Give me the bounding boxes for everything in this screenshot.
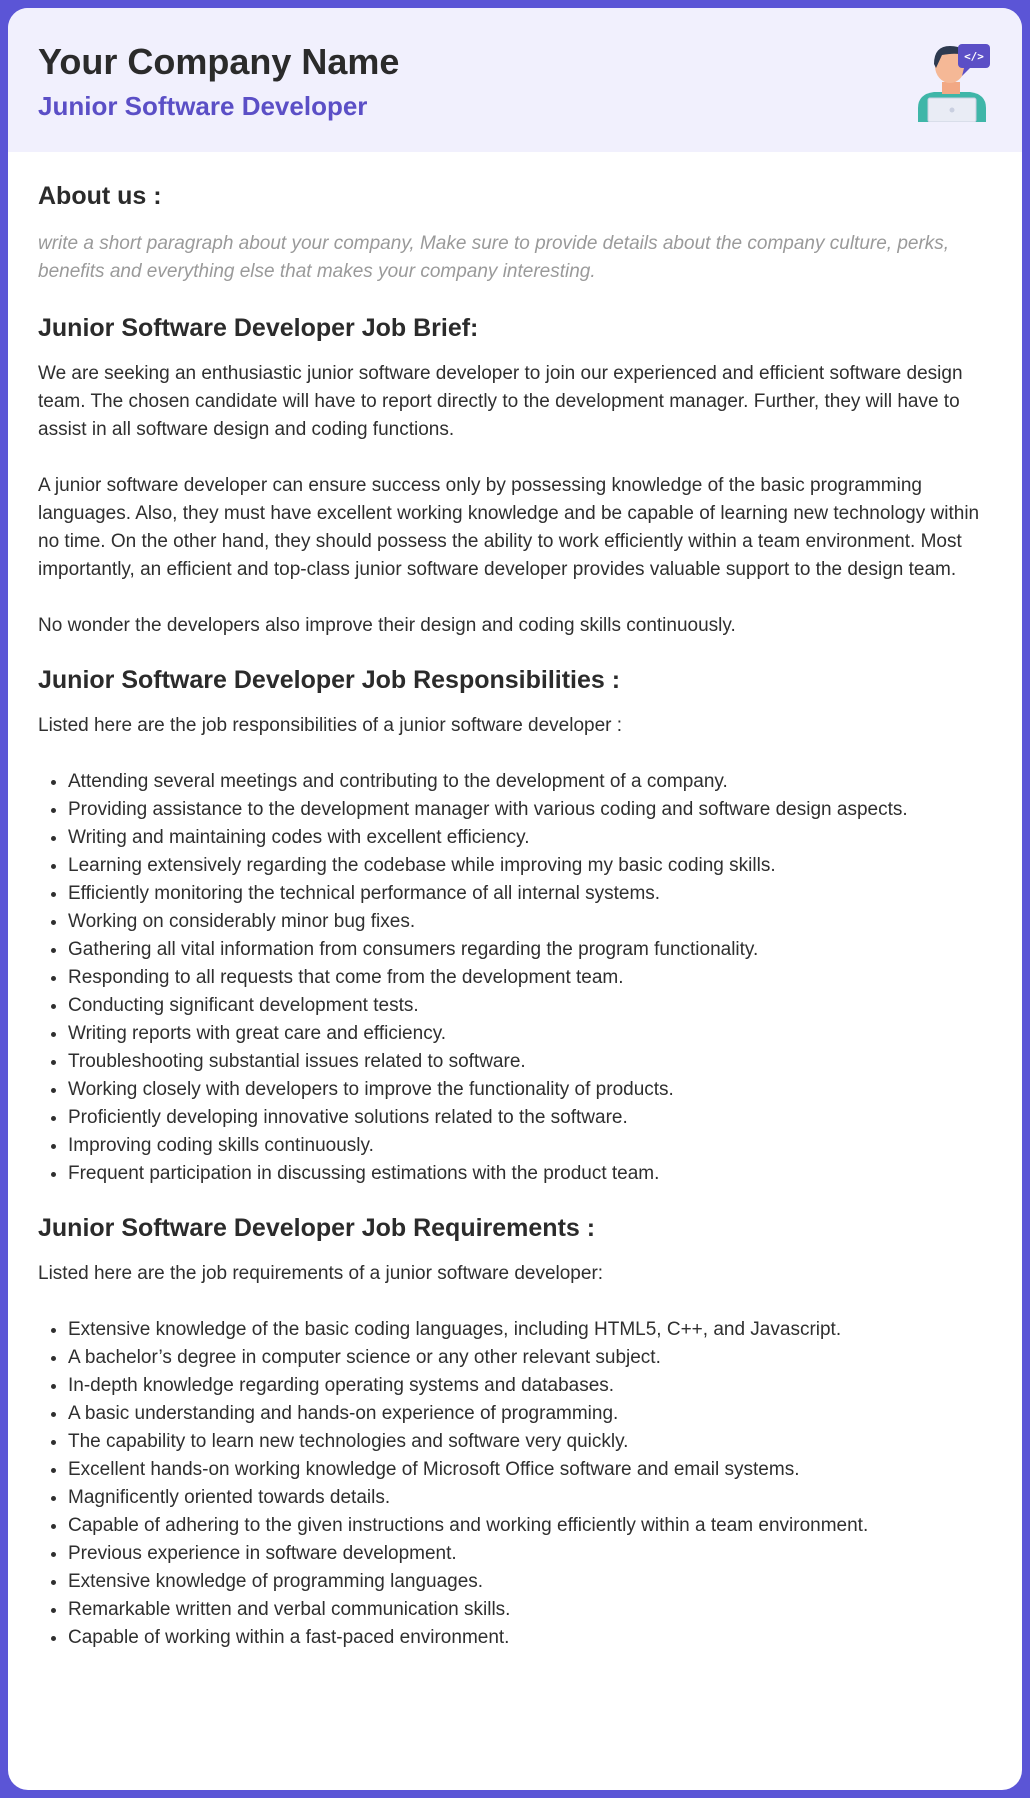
header [8,8,1022,152]
list-item: • A basic understanding and hands-on experience of programming. [68,1400,992,1428]
list-item: • Proficiently developing innovative solutions related to the software. [68,1104,992,1132]
list-item: • Conducting significant development tests. [68,992,992,1020]
list-item: • Responding to all requests that come from the development team. [68,964,992,992]
list-item: • Extensive knowledge of the basic coding languages, including HTML5, C++, and Javascript. [68,1316,992,1344]
list-item: • Magnificently oriented towards details. [68,1484,992,1512]
list-item: • Attending several meetings and contributing to the development of a company. [68,768,992,796]
list-item: • Troubleshooting substantial issues related to software. [68,1048,992,1076]
requirements-heading: Junior Software Developer Job Requirements : [38,1214,596,1242]
list-item: • Working closely with developers to improve the functionality of products. [68,1076,992,1104]
list-item: • Frequent participation in discussing estimations with the product team. [68,1160,992,1188]
list-item: • Writing reports with great care and efficiency. [68,1020,992,1048]
list-item: • Working on considerably minor bug fixes. [68,908,992,936]
brief-paragraph: A junior software developer can ensure success only by possessing knowledge of the basic programming languages. Also, they must have excellent working knowledge and be capable of learning new technology within no time. On the other hand, they should possess the ability to work efficiently within a team environment. Most importantly, an efficient and top-class junior software developer provides valuable support to the design team. [38,475,980,580]
list-item: • Capable of working within a fast-paced environment. [68,1624,992,1652]
list-item: • Writing and maintaining codes with excellent efficiency. [68,824,992,852]
list-item: • Extensive knowledge of programming languages. [68,1568,992,1596]
list-item: • Improving coding skills continuously. [68,1132,992,1160]
code-symbol: </> [964,50,984,63]
job-description-card [8,8,1022,1790]
developer-avatar-svg [912,38,992,122]
list-item: • In-depth knowledge regarding operating systems and databases. [68,1372,992,1400]
brief-paragraph: No wonder the developers also improve their design and coding skills continuously. [38,615,736,636]
list-item: • Previous experience in software development. [68,1540,992,1568]
requirements-list [38,1316,992,1652]
list-item: • Learning extensively regarding the codebase while improving my basic coding skills. [68,852,992,880]
list-item: • Capable of adhering to the given instructions and working efficiently within a team environment. [68,1512,992,1540]
company-name: Your Company Name [38,41,400,82]
responsibilities-heading: Junior Software Developer Job Responsibilities : [38,666,621,694]
list-item: • A bachelor’s degree in computer science or any other relevant subject. [68,1344,992,1372]
content [8,152,1022,1652]
list-item: • Providing assistance to the development manager with various coding and software design aspects. [68,796,992,824]
about-heading: About us : [38,182,162,210]
list-item: • Gathering all vital information from consumers regarding the program functionality. [68,936,992,964]
brief-heading: Junior Software Developer Job Brief: [38,314,479,342]
list-item: • Excellent hands-on working knowledge of Microsoft Office software and email systems. [68,1456,992,1484]
responsibilities-intro: Listed here are the job responsibilities of a junior software developer : [38,715,623,736]
list-item: • Remarkable written and verbal communication skills. [68,1596,992,1624]
about-text: write a short paragraph about your company, Make sure to provide details about the company culture, perks, benefits and everything else that makes your company interesting. [38,233,950,282]
requirements-intro: Listed here are the job requirements of a junior software developer: [38,1263,604,1284]
list-item: • The capability to learn new technologies and software very quickly. [68,1428,992,1456]
list-item: • Efficiently monitoring the technical performance of all internal systems. [68,880,992,908]
brief-paragraph: We are seeking an enthusiastic junior software developer to join our experienced and efficient software design team. The chosen candidate will have to report directly to the development manager. Further, they will have to assist in all software design and coding functions. [38,363,963,440]
developer-avatar-icon [912,38,992,122]
job-title: Junior Software Developer [38,91,368,121]
responsibilities-list [38,768,992,1188]
